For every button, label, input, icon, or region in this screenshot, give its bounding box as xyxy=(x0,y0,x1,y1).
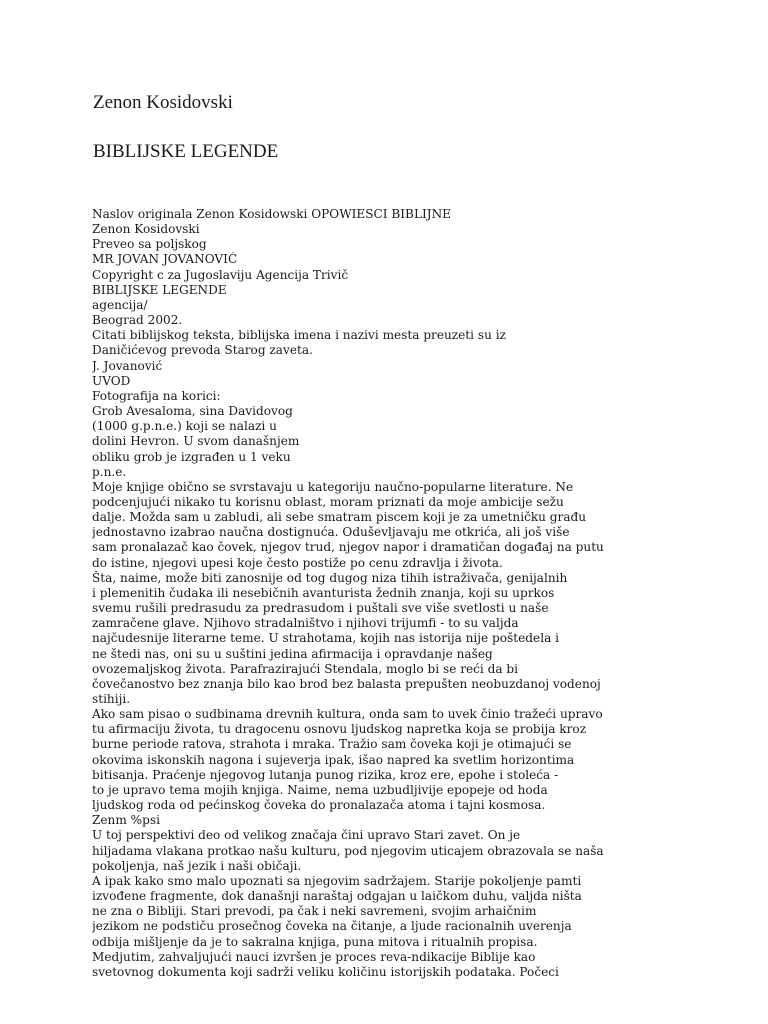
text-line: sam pronalazač kao čovek, njegov trud, njegov napor i dramatičan događaj na putu xyxy=(92,540,604,555)
text-line: do istine, njegovi upesi koje često postiže po cenu zdravlja i života. xyxy=(92,555,503,570)
text-line: ovozemaljskog života. Parafrazirajući Stendala, moglo bi se reći da bi xyxy=(92,661,519,676)
text-line: odbija mišljenje da je to sakralna knjiga, puna mitova i ritualnih propisa. xyxy=(92,934,538,949)
text-line: Naslov originala Zenon Kosidowski OPOWIESCI BIBLIJNE xyxy=(92,207,452,221)
text-line: Grob Avesaloma, sina Davidovog xyxy=(92,404,293,419)
text-line: čovečanostvo bez znanja bilo kao brod bez balasta prepušten neobuzdanoj vodenoj xyxy=(92,676,601,691)
text-line: U toj perspektivi deo od velikog značaja čini upravo Stari zavet. On je xyxy=(92,828,521,843)
text-line: (1000 g.p.n.e.) koji se nalazi u xyxy=(92,419,277,434)
text-line: Zenm %psi xyxy=(92,813,160,828)
text-line: svetovnog dokumenta koji sadrži veliku količinu istorijskih podataka. Počeci xyxy=(92,964,559,979)
text-line: MR JOVAN JOVANOVIĆ xyxy=(92,252,238,267)
text-line: Preveo sa poljskog xyxy=(92,237,207,252)
text-line: izvođene fragmente, dok današnji naraštaj odgajan u laičkom duhu, valjda ništa xyxy=(92,889,582,904)
text-line: to je upravo tema mojih knjiga. Naime, nema uzbudljivije epopeje od hoda xyxy=(92,782,548,797)
text-line: Fotografija na korici: xyxy=(92,388,221,403)
text-line: Ako sam pisao o sudbinama drevnih kultura, onda sam to uvek činio tražeći upravo xyxy=(92,707,603,722)
author-heading: Zenon Kosidovski xyxy=(93,92,233,113)
text-line: obliku grob je izgrađen u 1 veku xyxy=(92,449,291,464)
text-line: p.n.e. xyxy=(92,464,127,479)
text-line: A ipak kako smo malo upoznati sa njegovim sadržajem. Starije pokoljenje pamti xyxy=(92,873,582,888)
text-line: zamračene glave. Njihovo stradalništvo i njihovi trijumfi - to su valjda xyxy=(92,616,519,631)
text-line: UVOD xyxy=(92,373,131,388)
text-line: Moje knjige obično se svrstavaju u kategoriju naučno-popularne literature. Ne xyxy=(92,479,574,494)
text-line: jednostavno izabrao naučna dostignuća. Oduševljavaju me otkrića, ali još više xyxy=(92,525,570,540)
book-title: BIBLIJSKE LEGENDE xyxy=(93,141,279,162)
text-line: BIBLIJSKE LEGENDE xyxy=(92,282,227,297)
text-line: podcenjujući nikako tu korisnu oblast, moram priznati da moje ambicije sežu xyxy=(92,494,564,509)
body-text xyxy=(92,207,732,980)
text-line: burne periode ratova, strahota i mraka. Tražio sam čoveka koji je otimajući se xyxy=(92,737,572,752)
text-line: ne zna o Bibliji. Stari prevodi, pa čak i neki savremeni, svojim arhaičnim xyxy=(92,904,537,919)
text-line: najčudesnije literarne teme. U strahotama, kojih nas istorija nije poštedela i xyxy=(92,631,559,646)
text-line: Beograd 2002. xyxy=(92,313,183,328)
text-line: stihiji. xyxy=(92,692,131,706)
text-line: Copyright c za Jugoslaviju Agencija Trivič xyxy=(92,267,349,282)
text-line: Daničićevog prevoda Starog zaveta. xyxy=(92,343,313,358)
text-line: svemu rušili predrasudu za predrasudom i puštali sve više svetlosti u naše xyxy=(92,601,549,616)
text-line: bitisanja. Praćenje njegovog lutanja punog rizika, kroz ere, epohe i stoleća - xyxy=(92,767,559,782)
text-line: hiljadama vlakana protkao našu kulturu, pod njegovim uticajem obrazovala se naša xyxy=(92,843,604,858)
text-line: dalje. Možda sam u zabludi, ali sebe smatram piscem koji je za umetničku građu xyxy=(92,510,587,525)
text-line: Medjutim, zahvaljujući nauci izvršen je proces reva-ndikacije Biblije kao xyxy=(92,949,536,964)
text-line: okovima iskonskih nagona i sujeverja ipak, išao napred ka svetlim horizontima xyxy=(92,752,575,767)
text-line: J. Jovanović xyxy=(92,358,163,373)
text-line: Zenon Kosidovski xyxy=(92,222,200,237)
text-line: Citati biblijskog teksta, biblijska imena i nazivi mesta preuzeti su iz xyxy=(92,328,506,343)
text-line: dolini Hevron. U svom današnjem xyxy=(92,434,300,449)
text-line: pokoljenja, naš jezik i naši običaji. xyxy=(92,858,302,873)
text-line: Šta, naime, može biti zanosnije od tog dugog niza tihih istraživača, genijalnih xyxy=(92,570,568,585)
text-line: tu afirmaciju života, tu dragocenu osnovu ljudskog napretka koja se probija kroz xyxy=(92,722,587,737)
text-line: jezikom ne podstiču prosečnog čoveka na čitanje, a ljude racionalnih uverenja xyxy=(92,919,572,934)
text-line: ljudskog roda od pećinskog čoveka do pronalazača atoma i tajni kosmosa. xyxy=(92,798,546,813)
text-line: i plemenitih čudaka ili nesebičnih avanturista žednih znanja, koji su uprkos xyxy=(92,585,555,600)
text-line: agencija/ xyxy=(92,297,148,312)
text-line: ne štedi nas, oni su u suštini jedina afirmacija i opravdanje našeg xyxy=(92,646,493,661)
